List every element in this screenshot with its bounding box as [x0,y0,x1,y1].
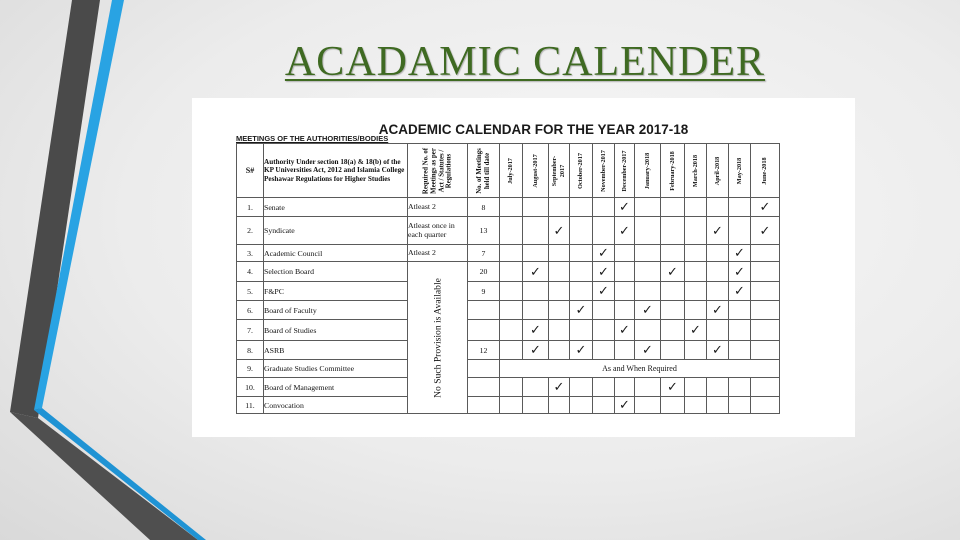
check-icon: ✓ [734,263,745,279]
month-cell [615,397,635,414]
row-required: Atleast once in each quarter [408,217,468,245]
row-body-name: ASRB [264,341,408,360]
month-cell [729,378,751,397]
month-cell [635,397,661,414]
month-cell [523,245,549,262]
row-sr: 7. [237,320,264,341]
check-icon: ✓ [712,222,723,238]
month-cell [593,198,615,217]
month-cell [615,320,635,341]
month-cell [661,378,685,397]
month-cell [729,262,751,282]
no-provision-cell [408,262,468,414]
check-icon: ✓ [598,283,609,298]
table-row [237,282,780,301]
check-icon: ✓ [598,245,609,260]
month-cell [685,198,707,217]
row-sr: 6. [237,301,264,320]
check-icon: ✓ [553,222,565,238]
row-body-name: Board of Management [264,378,408,397]
row-body-name: F&PC [264,282,408,301]
table-row [237,341,780,360]
row-held-count [468,378,500,397]
month-cell [615,262,635,282]
month-cell [549,341,570,360]
month-cell [635,301,661,320]
month-cell [707,378,729,397]
month-cell [751,301,780,320]
month-cell [523,301,549,320]
header-month: November-2017 [593,144,615,198]
month-cell [500,282,523,301]
month-cell [635,262,661,282]
month-cell [661,262,685,282]
row-held-count: 9 [468,282,500,301]
month-cell [615,198,635,217]
month-cell [661,282,685,301]
month-cell [523,217,549,245]
table-row [237,397,780,414]
header-month: October-2017 [570,144,593,198]
row-body-name: Syndicate [264,217,408,245]
check-icon: ✓ [619,199,630,214]
month-cell [707,341,729,360]
row-sr: 2. [237,217,264,245]
month-cell [729,397,751,414]
month-cell [661,198,685,217]
header-month: June-2018 [751,144,780,198]
check-icon: ✓ [530,342,541,357]
row-held-count [468,360,500,378]
month-cell [500,378,523,397]
table-row [237,378,780,397]
month-cell [729,282,751,301]
row-sr: 9. [237,360,264,378]
month-cell [570,341,593,360]
month-cell [570,198,593,217]
row-held-count [468,397,500,414]
row-body-name: Board of Studies [264,320,408,341]
month-cell [500,217,523,245]
check-icon: ✓ [734,283,745,298]
month-cell [615,282,635,301]
check-icon: ✓ [667,379,678,394]
row-held-count [468,301,500,320]
table-header-row [237,144,780,198]
table-row [237,320,780,341]
month-cell [570,262,593,282]
month-cell [570,282,593,301]
row-sr: 5. [237,282,264,301]
check-icon: ✓ [598,263,609,279]
month-cell [707,320,729,341]
month-cell [615,217,635,245]
check-icon: ✓ [619,322,630,337]
row-body-name: Academic Council [264,245,408,262]
month-cell [500,397,523,414]
month-cell [751,262,780,282]
month-cell [549,397,570,414]
month-cell [549,282,570,301]
row-body-name: Graduate Studies Committee [264,360,408,378]
month-cell [729,198,751,217]
month-cell [615,301,635,320]
month-cell [593,301,615,320]
table-body [237,198,780,414]
header-month: August-2017 [523,144,549,198]
month-cell [523,262,549,282]
month-cell [549,198,570,217]
month-cell [500,198,523,217]
row-sr: 3. [237,245,264,262]
row-required: Atleast 2 [408,198,468,217]
month-cell [615,245,635,262]
header-sr: S# [237,144,264,198]
row-sr: 4. [237,262,264,282]
month-cell [593,341,615,360]
header-held: No. of Meetings held till date [468,144,500,198]
month-cell [523,341,549,360]
month-cell [593,217,615,245]
month-cell [593,245,615,262]
month-cell [685,217,707,245]
month-cell [500,245,523,262]
row-sr: 8. [237,341,264,360]
month-cell [500,301,523,320]
header-month: January-2018 [635,144,661,198]
month-cell [615,378,635,397]
row-held-count: 7 [468,245,500,262]
check-icon: ✓ [575,302,587,317]
decor-dark-stripe [10,0,100,418]
month-cell [635,198,661,217]
row-held-count: 8 [468,198,500,217]
month-cell [570,217,593,245]
row-sr: 11. [237,397,264,414]
row-sr: 1. [237,198,264,217]
month-cell [707,301,729,320]
month-cell [685,320,707,341]
month-cell [523,378,549,397]
month-cell [685,245,707,262]
month-cell [570,378,593,397]
month-cell [500,341,523,360]
month-cell [570,245,593,262]
month-cell [635,217,661,245]
month-cell [707,262,729,282]
month-cell [570,397,593,414]
month-cell [549,301,570,320]
header-month: May-2018 [729,144,751,198]
month-cell [707,198,729,217]
month-cell [570,301,593,320]
row-required: Atleast 2 [408,245,468,262]
month-cell [661,397,685,414]
row-held-count [468,320,500,341]
header-month: July-2017 [500,144,523,198]
decor-blue-diagonal [34,408,206,540]
month-cell [635,245,661,262]
row-sr: 10. [237,378,264,397]
header-authority: Authority Under section 18(a) & 18(b) of the KP Universities Act, 2012 and Islamia College Peshawar Regulations for Higher Studies [264,144,408,198]
month-cell [523,282,549,301]
month-cell [635,282,661,301]
check-icon: ✓ [619,222,630,238]
month-cell [593,320,615,341]
month-cell [635,320,661,341]
check-icon: ✓ [690,322,701,337]
check-icon: ✓ [712,342,723,357]
check-icon: ✓ [642,302,653,317]
month-cell [549,217,570,245]
month-cell [685,341,707,360]
month-cell [549,262,570,282]
month-cell [729,217,751,245]
month-cell [751,282,780,301]
month-cell [751,341,780,360]
header-month: September-2017 [549,144,570,198]
check-icon: ✓ [759,199,771,214]
table-row [237,262,780,282]
row-body-name: Board of Faculty [264,301,408,320]
check-icon: ✓ [667,263,678,279]
table-row [237,245,780,262]
month-cell [729,320,751,341]
month-cell [707,217,729,245]
month-cell [729,341,751,360]
month-cell [523,397,549,414]
month-cell [729,245,751,262]
month-cell [751,320,780,341]
header-month: December-2017 [615,144,635,198]
no-provision-text: No Such Provision is Available [432,277,443,398]
check-icon: ✓ [553,379,565,394]
month-cell [751,397,780,414]
month-cell [635,378,661,397]
row-held-count: 20 [468,262,500,282]
month-cell [500,320,523,341]
check-icon: ✓ [712,302,723,317]
header-month: February-2018 [661,144,685,198]
header-month: March-2018 [685,144,707,198]
as-when-required: As and When Required [500,360,780,378]
table-row [237,198,780,217]
month-cell [549,378,570,397]
row-body-name: Senate [264,198,408,217]
month-cell [685,378,707,397]
month-cell [685,301,707,320]
month-cell [593,378,615,397]
month-cell [685,262,707,282]
month-cell [661,320,685,341]
month-cell [523,320,549,341]
row-held-count: 12 [468,341,500,360]
month-cell [549,320,570,341]
decor-dark-diagonal [10,412,198,540]
month-cell [593,397,615,414]
calendar-document [192,98,855,437]
check-icon: ✓ [530,322,541,337]
row-held-count: 13 [468,217,500,245]
month-cell [685,397,707,414]
month-cell [523,198,549,217]
check-icon: ✓ [575,342,587,357]
header-month: April-2018 [707,144,729,198]
document-title: ACADEMIC CALENDAR FOR THE YEAR 2017-18 [378,122,689,137]
month-cell [729,301,751,320]
row-body-name: Selection Board [264,262,408,282]
table-row [237,217,780,245]
month-cell [707,397,729,414]
month-cell [751,378,780,397]
month-cell [707,282,729,301]
check-icon: ✓ [759,222,771,238]
check-icon: ✓ [734,245,745,260]
month-cell [500,262,523,282]
header-required: Required No. of Meetings as per Act / Statutes / Regulations [408,144,468,198]
row-body-name: Convocation [264,397,408,414]
month-cell [751,217,780,245]
slide-title: ACADAMIC CALENDER [284,39,766,85]
month-cell [570,320,593,341]
month-cell [615,341,635,360]
month-cell [661,217,685,245]
check-icon: ✓ [530,263,541,279]
month-cell [549,245,570,262]
month-cell [707,245,729,262]
month-cell [685,282,707,301]
month-cell [751,245,780,262]
month-cell [593,282,615,301]
table-row [237,360,780,378]
check-icon: ✓ [619,397,630,412]
calendar-table [236,143,780,414]
month-cell [661,301,685,320]
month-cell [751,198,780,217]
month-cell [661,245,685,262]
document-subtitle: MEETINGS OF THE AUTHORITIES/BODIES [236,134,389,143]
check-icon: ✓ [642,342,653,357]
table-row [237,301,780,320]
month-cell [593,262,615,282]
month-cell [661,341,685,360]
month-cell [635,341,661,360]
